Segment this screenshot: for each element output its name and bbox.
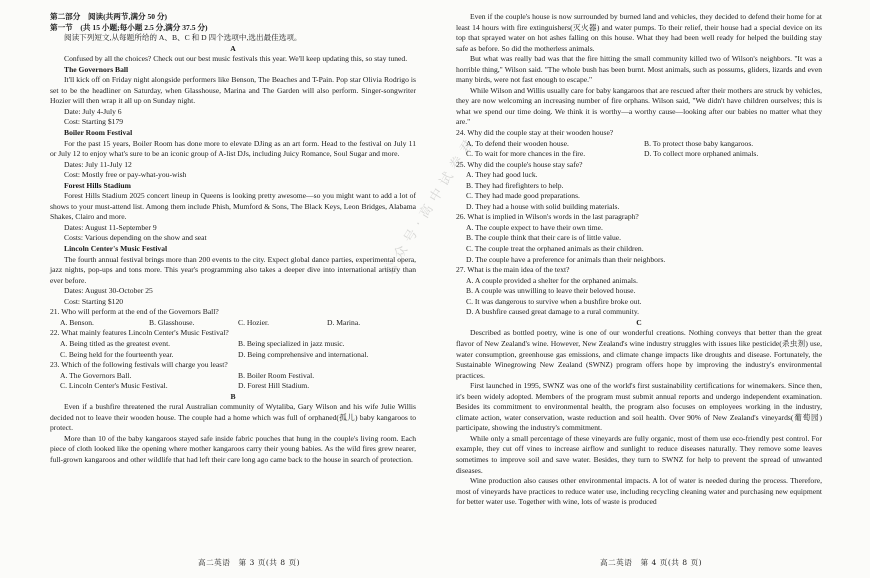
left-column (50, 12, 416, 466)
answer-option: C. It was dangerous to survive when a bushfire broke out. (466, 296, 642, 306)
answer-option: A. They had good luck. (466, 170, 538, 180)
option-row (50, 339, 416, 350)
passage-b-letter: B (230, 391, 236, 401)
festival-cost: Cost: Starting $120 (64, 296, 124, 306)
festival-date: Date: July 4-July 6 (64, 106, 122, 116)
festival-desc: For the past 15 years, Boiler Room has done more to elevate DJing as an art form. Head to the festival on July 11 or July 12 to enjoy what's sure to be an iconic group of A-list DJs, including Juicy Romance, Soul Sugar and more. (50, 138, 416, 159)
question-stem: 23. Which of the following festivals will charge you least? (50, 360, 228, 370)
festival-desc: Forest Hills Stadium 2025 concert lineup in Queens is looking pretty awesome—so you might want to add a lot of shows to your must-attend list. Among them include Phish, Mumford & Sons, The Black Keys, Leon Bridges, Alabama Shakes, Clairo and more. (50, 191, 416, 222)
answer-option: A. Benson. (60, 317, 94, 327)
festival-desc: It'll kick off on Friday night alongside performers like Benson, The Beaches and T-Pain. Pop star Olivia Rodrigo is set to be the headliner on Saturday, when Glasshouse, Marina and The Garden will also perform. Singer-songwriter Hozier will then wrap it all up on Sunday night. (50, 75, 416, 106)
option-row (50, 371, 416, 382)
answer-option: B. Being specialized in jazz music. (238, 338, 345, 348)
answer-option: D. The couple have a preference for animals than their neighbors. (466, 254, 666, 264)
paragraph: Wine production also causes other environmental impacts. A lot of water is needed during the process. Therefore, most of vineyards have practices to reduce water use, including recycling cleaning water and purchasing new equipment for better water use. Together with wine, lots of waste is produced (456, 476, 822, 507)
answer-option: D. Being comprehensive and international. (238, 349, 369, 359)
option-row (50, 381, 416, 392)
answer-option: C. They had made good preparations. (466, 191, 580, 201)
answer-option: B. A couple was unwilling to leave their beloved house. (466, 286, 636, 296)
answer-option: B. To protect those baby kangaroos. (644, 138, 754, 148)
paragraph: While only a small percentage of these vineyards are fully organic, most of them use eco-friendly pest control. For example, they cut off vines to increase airflow and sunlight to reduce diseases naturally. They remove some leaves sometimes to improve soil and save water. Besides, they turn to SWNZ for help to prevent the spread of unwanted diseases. (456, 433, 822, 475)
passage-b-continued (456, 12, 822, 128)
questions-b (456, 128, 822, 318)
answer-option: A. To defend their wooden house. (466, 138, 569, 148)
answer-option: C. The couple treat the orphaned animals as their children. (466, 244, 644, 254)
answer-option: B. Boiler Room Festival. (238, 370, 315, 380)
paragraph: Even if a bushfire threatened the rural Australian community of Wytaliba, Gary Wilson and his wife Julie Willis decided not to leave their wooden house. The couple had a home which was full of orphaned(孤儿) baby kangaroos to protect. (50, 402, 416, 433)
paragraph: First launched in 1995, SWNZ was one of the world's first sustainability certifications for winemakers. Since then, it's been widely adopted. Members of the program must submit annual reports and undergo independent examination. Besides its commitment to environmental health, the program also focuses on employees working in the industry, climate action, water conservation, waste reduction and soil health. Over 90% of New Zealand's vineyards(葡萄园) participate, showing the industry's commitment. (456, 381, 822, 433)
answer-option: A. A couple provided a shelter for the orphaned animals. (466, 275, 638, 285)
answer-option: D. A bushfire caused great damage to a rural community. (466, 307, 640, 317)
paragraph: While Wilson and Willis usually care for baby kangaroos that are rescued after their mothers are struck by vehicles, they are now welcoming an increasing number of fire orphans. Wilson said, "We didn't have children ourselves; this is what we spend our time doing. We think it is worthy—a worthy cause—looking after our babies no matter what they are." (456, 85, 822, 127)
answer-option: D. Forest Hill Stadium. (238, 381, 310, 391)
festival-date: Dates: August 11-September 9 (64, 222, 157, 232)
festival-cost: Cost: Starting $179 (64, 117, 124, 127)
passage-b (50, 402, 416, 465)
festival-desc: The fourth annual festival brings more than 200 events to the city. Expect global dance parties, experimental opera, jazz nights, pop-ups and tons more. This year's programming also takes a deeper dive into international artistry than ever before. (50, 254, 416, 285)
paragraph: Described as bottled poetry, wine is one of our wonderful creations. Nothing conveys that better than the great flavor of New Zealand's wine. However, New Zealand's wine industry struggles with issues like pesticide(杀虫剂) use, water consumption, greenhouse gas emissions, and climate change impacts like droughts and disease. Fortunately, the Sustainable Winegrowing New Zealand (SWNZ) program offers hope by improving the industry's environmental practices. (456, 328, 822, 380)
festival-cost: Costs: Various depending on the show and seat (64, 233, 207, 243)
festival-cost: Cost: Mostly free or pay-what-you-wish (64, 170, 187, 180)
option-row (50, 318, 416, 329)
answer-option: C. To wait for more chances in the fire. (466, 149, 586, 159)
right-column (456, 12, 822, 508)
answer-option: A. The couple expect to have their own time. (466, 222, 603, 232)
answer-option: B. They had firefighters to help. (466, 180, 564, 190)
answer-option: D. To collect more orphaned animals. (644, 149, 759, 159)
answer-option: A. Being titled as the greatest event. (60, 338, 171, 348)
answer-option: B. Glasshouse. (149, 317, 195, 327)
festival-name: Forest Hills Stadium (64, 180, 131, 190)
question-stem: 22. What mainly features Lincoln Center's Music Festival? (50, 328, 229, 338)
answer-option: C. Lincoln Center's Music Festival. (60, 381, 168, 391)
festival-name: The Governors Ball (64, 64, 129, 74)
watermark-stamp: 公众号·高中试卷君 (381, 132, 481, 279)
answer-option: C. Being held for the fourteenth year. (60, 349, 174, 359)
page-footer-right: 高二英语 第 4 页(共 8 页) (600, 558, 703, 567)
section-title: 第一节 (共 15 小题;每小题 2.5 分,满分 37.5 分) (50, 22, 208, 32)
festival-name: Boiler Room Festival (64, 128, 133, 138)
passage-a-letter: A (230, 43, 236, 53)
question-stem: 21. Who will perform at the end of the Governors Ball? (50, 307, 219, 317)
part-title: 第二部分 阅读(共两节,满分 50 分) (50, 12, 168, 21)
passage-c-letter: C (636, 317, 642, 327)
question-stem: 25. Why did the couple's house stay safe? (456, 159, 583, 169)
festival-date: Dates: July 11-July 12 (64, 159, 132, 169)
festival-list (50, 65, 416, 308)
option-row (456, 139, 822, 150)
answer-option: A. The Governors Ball. (60, 370, 132, 380)
page-footer-left: 高二英语 第 3 页(共 8 页) (198, 558, 301, 567)
question-stem: 24. Why did the couple stay at their wooden house? (456, 128, 614, 138)
answer-option: D. Marina. (327, 317, 361, 327)
answer-option: C. Hozier. (238, 317, 270, 327)
answer-option: B. The couple think that their care is of little value. (466, 233, 622, 243)
paragraph: More than 10 of the baby kangaroos stayed safe inside fabric pouches that hung in the couple's living room. Each piece of cloth looked like the opening where mother kangaroos carry their young babies. As the wild fires grew nearer, full-grown kangaroos and other wildlife that had left their care long ago came back to the house in search of protection. (50, 433, 416, 464)
paragraph: Even if the couple's house is now surrounded by burned land and vehicles, they decided to defend their home for at least 14 hours with fire extinguishers(灭火器) and water pumps. To their relief, their house had a special device on its top that sprayed water on hot ashes falling on this house. What they had been well ready for helped the building stay safe as before. So did the motherless animals. (456, 12, 822, 53)
festival-name: Lincoln Center's Music Festival (64, 244, 168, 254)
passage-c (456, 328, 822, 507)
paragraph: But what was really bad was that the fire hitting the small community killed two of Wilson's neighbors. "It was a horrible thing," Wilson said. "The whole bush has been burnt. Most animals, such as possums, gliders, lizards and even many birds, were not fast enough to escape." (456, 54, 822, 85)
answer-option: D. They had a house with solid building materials. (466, 201, 620, 211)
festival-date: Dates: August 30-October 25 (64, 286, 153, 296)
instructions: 阅读下列短文,从每题所给的 A、B、C 和 D 四个选项中,选出最佳选项。 (64, 33, 302, 43)
option-row (50, 350, 416, 361)
option-row (456, 149, 822, 160)
question-stem: 27. What is the main idea of the text? (456, 265, 570, 275)
question-stem: 26. What is implied in Wilson's words in the last paragraph? (456, 212, 639, 222)
passage-a-intro: Confused by all the choices? Check out our best music festivals this year. We'll keep updating this, so stay tuned. (64, 54, 408, 64)
questions-a (50, 307, 416, 391)
